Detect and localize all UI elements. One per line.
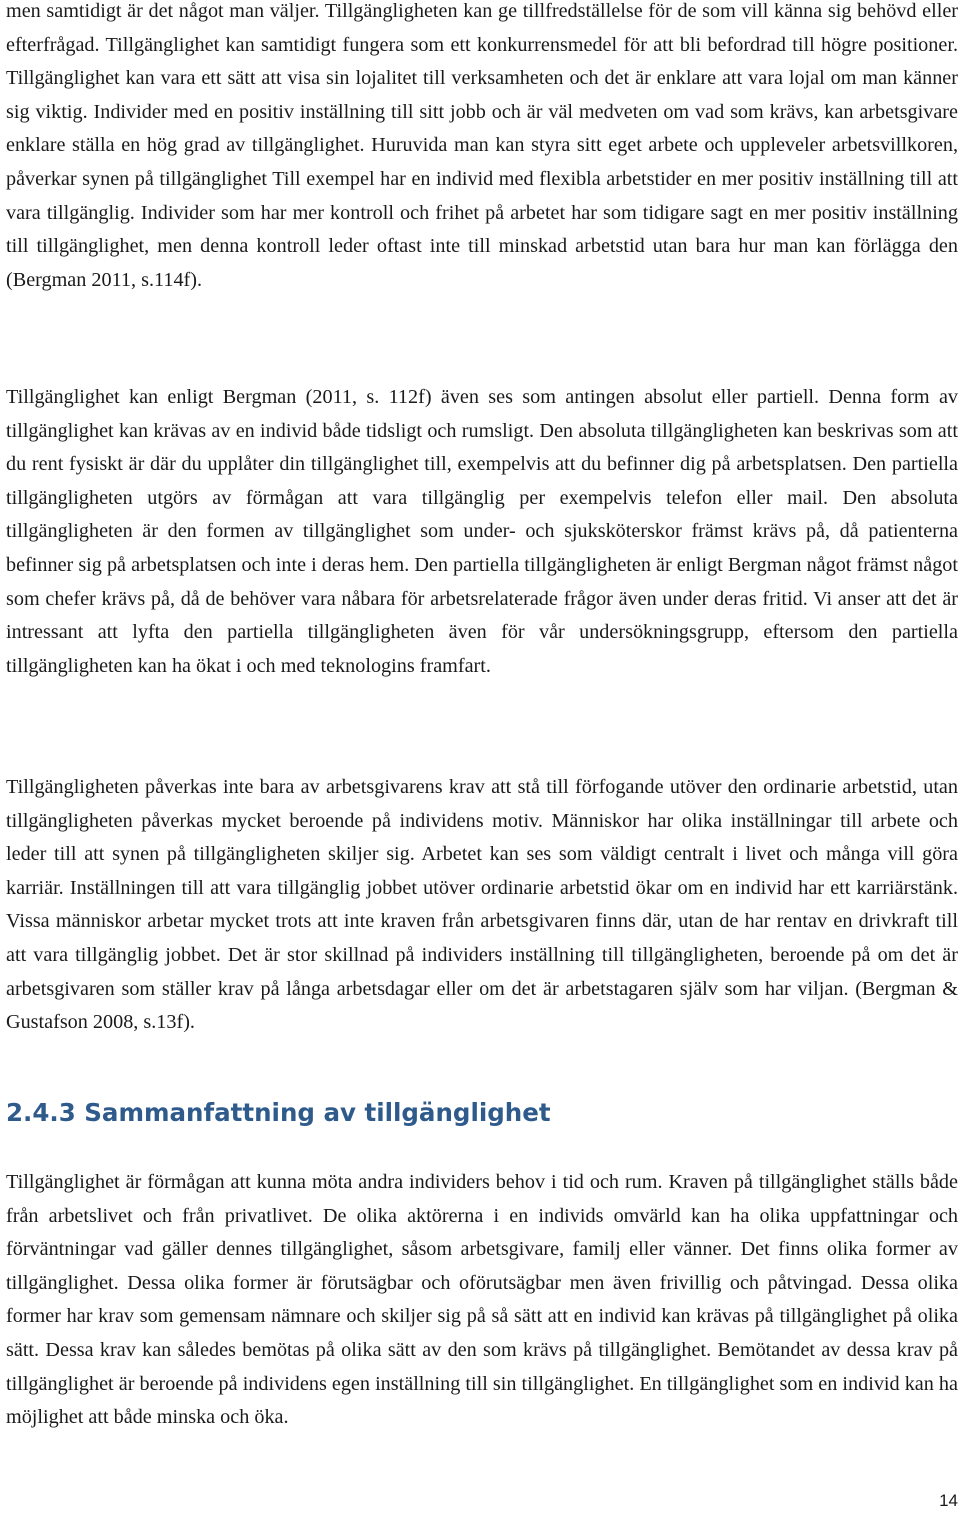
section-heading: 2.4.3 Sammanfattning av tillgänglighet [6,1098,551,1127]
paragraph-absolute-partial-availability: Tillgänglighet kan enligt Bergman (2011, s. 112f) även ses som antingen absolut eller partiell. Denna form av tillgänglighet kan krävas av en individ både tidsligt och rumsligt. Den absoluta tillgängligheten kan beskrivas som att du rent fysiskt är där du upplåter din tillgänglighet till, exempelvis att du befinner dig på arbetsplatsen. Den partiella tillgängligheten utgörs av förmågan att vara tillgänglig per exempelvis telefon eller mail. Den absoluta tillgängligheten är den formen av tillgänglighet som under- och sjuksköterskor främst krävs på, då patienterna befinner sig på arbetsplatsen och inte i deras hem. Den partiella tillgängligheten är enligt Bergman något främst något som chefer krävs på, då de behöver vara nåbara för arbetsrelaterade frågor även under deras fritid. Vi anser att det är intressant att lyfta den partiella tillgängligheten även för vår undersökningsgrupp, eftersom den partiella tillgängligheten kan ha ökat i och med teknologins framfart. [6,386,958,677]
paragraph-individual-attitudes: Tillgängligheten påverkas inte bara av arbetsgivarens krav att stå till förfogande utöver den ordinarie arbetstid, utan tillgängligheten påverkas mycket beroende på individens motiv. Människor har olika inställningar till arbete och leder till att synen på tillgängligheten skiljer sig. Arbetet kan ses som väldigt centralt i livet och många vill göra karriär. Inställningen till att vara tillgänglig jobbet utöver ordinarie arbetstid ökar om en individ har ett karriärstänk. Vissa människor arbetar mycket trots att inte kraven från arbetsgivaren finns där, utan de har rentav en drivkraft till att vara tillgänglig jobbet. Det är stor skillnad på individers inställning till tillgängligheten, beroende på om det är arbetsgivaren som ställer krav på långa arbetsdagar eller om det är arbetstagaren själv som har viljan. (Bergman & Gustafson 2008, s.13f). [6,776,958,1034]
paragraph-summary: Tillgänglighet är förmågan att kunna möta andra individers behov i tid och rum. Kraven på tillgänglighet ställs både från arbetslivet och från privatlivet. De olika aktörerna i en individs omvärld kan ha olika uppfattningar och förväntningar vad gäller dennes tillgänglighet, såsom arbetsgivare, familj eller vänner. Det finns olika former av tillgänglighet. Dessa olika former är förutsägbar och oförutsägbar men även frivillig och påtvingad. Dessa olika former har krav som gemensam nämnare och skiljer sig på så sätt att en individ kan krävas på tillgänglighet på olika sätt. Dessa krav kan således bemötas på olika sätt av den som krävs på tillgänglighet. Bemötandet av dessa krav på tillgänglighet är beroende på individens egen inställning till sin tillgänglighet. En tillgänglighet som en individ kan ha möjlighet att både minska och öka. [6,1171,958,1429]
paragraph-availability-motives: men samtidigt är det något man väljer. Tillgängligheten kan ge tillfredställelse för de som vill känna sig behövd eller efterfrågad. Tillgänglighet kan samtidigt fungera som ett konkurrensmedel för att bli befordrad till högre positioner. Tillgänglighet kan vara ett sätt att visa sin lojalitet till verksamheten och det är enklare att vara lojal om man känner sig viktig. Individer med en positiv inställning till sitt jobb och är väl medveten om vad som krävs, kan arbetsgivare enklare ställa en hög grad av tillgänglighet. Huruvida man kan styra sitt eget arbete och uppleveler arbetsvillkoren, påverkar synen på tillgänglighet Till exempel har en individ med flexibla arbetstider en mer positiv inställning till att vara tillgänglig. Individer som har mer kontroll och frihet på arbetet har som tidigare sagt en mer positiv inställning till tillgänglighet, men denna kontroll leder oftast inte till minskad arbetstid utan bara hur man kan förlägga den (Bergman 2011, s.114f). [6,0,958,291]
page-number: 14 [939,1491,958,1510]
